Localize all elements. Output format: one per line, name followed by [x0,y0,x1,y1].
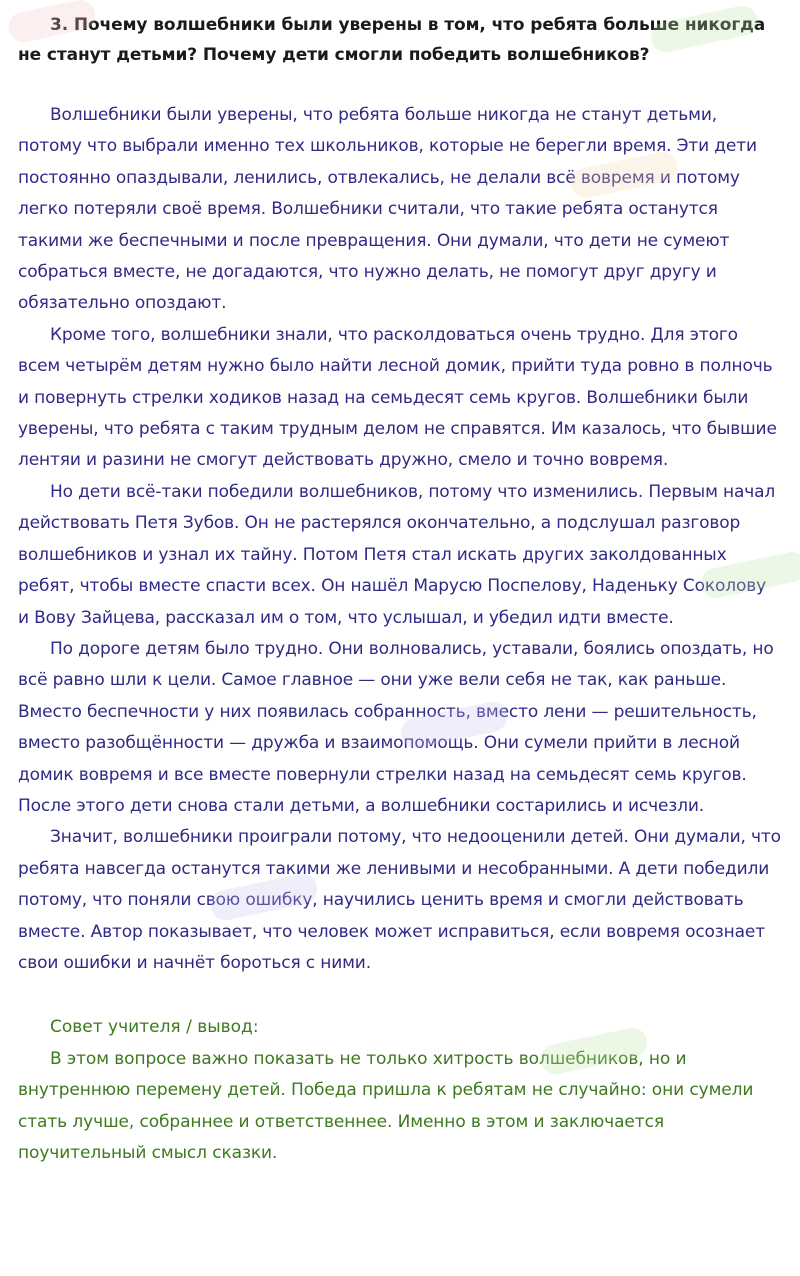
answer-paragraph: Значит, волшебники проиграли потому, что недооценили детей. Они думали, что ребята навсегда останутся такими же ленивыми и несобранными. А дети победили потому, что поняли свою ошибку, научились ценить время и смогли действовать вместе. Автор показывает, что человек может исправиться, если вовремя осознает свои ошибки и начнёт бороться с ними. [18,827,781,973]
answer-body [18,100,782,979]
question-text: 3. Почему волшебники были уверены в том, что ребята больше никогда не станут детьми? Почему дети смогли победить волшебников? [18,15,766,65]
answer-paragraph: Кроме того, волшебники знали, что расколдоваться очень трудно. Для этого всем четырём детям нужно было найти лесной домик, прийти туда ровно в полночь и повернуть стрелки ходиков назад на семьдесят семь кругов. Волшебники были уверены, что ребята с таким трудным делом не справятся. Им казалось, что бывшие лентяи и разини не смогут действовать дружно, смело и точно вовремя. [18,324,777,471]
teacher-tip-title: Совет учителя / вывод: [50,1017,259,1038]
teacher-tip-text: В этом вопросе важно показать не только хитрость волшебников, но и внутреннюю перемену детей. Победа пришла к ребятам не случайно: они сумели стать лучше, собраннее и ответственнее. Именно в этом и заключается поучительный смысл сказки. [18,1048,754,1163]
answer-paragraph: Волшебники были уверены, что ребята больше никогда не станут детьми, потому что выбрали именно тех школьников, которые не берегли время. Эти дети постоянно опаздывали, ленились, отвлекались, не делали всё вовремя и потому легко потеряли своё время. Волшебники считали, что такие ребята останутся такими же беспечными и после превращения. Они думали, что дети не сумеют собраться вместе, не догадаются, что нужно делать, не помогут друг другу и обязательно опоздают. [18,105,757,314]
teacher-tip [18,1012,782,1169]
answer-paragraph: Но дети всё-таки победили волшебников, потому что изменились. Первым начал действовать Петя Зубов. Он не растерялся окончательно, а подслушал разговор волшебников и узнал их тайну. Потом Петя стал искать других заколдованных ребят, чтобы вместе спасти всех. Он нашёл Марусю Поспелову, Наденьку Соколову и Вову Зайцева, рассказал им о том, что услышал, и убедил идти вместе. [18,481,776,628]
answer-paragraph: По дороге детям было трудно. Они волновались, уставали, боялись опоздать, но всё равно шли к цели. Самое главное — они уже вели себя не так, как раньше. Вместо беспечности у них появилась собранность, вместо лени — решительность, вместо разобщённости — дружба и взаимопомощь. Они сумели прийти в лесной домик вовремя и все вместе повернули стрелки назад на семьдесят семь кругов. После этого дети снова стали детьми, а волшебники состарились и исчезли. [18,638,774,816]
